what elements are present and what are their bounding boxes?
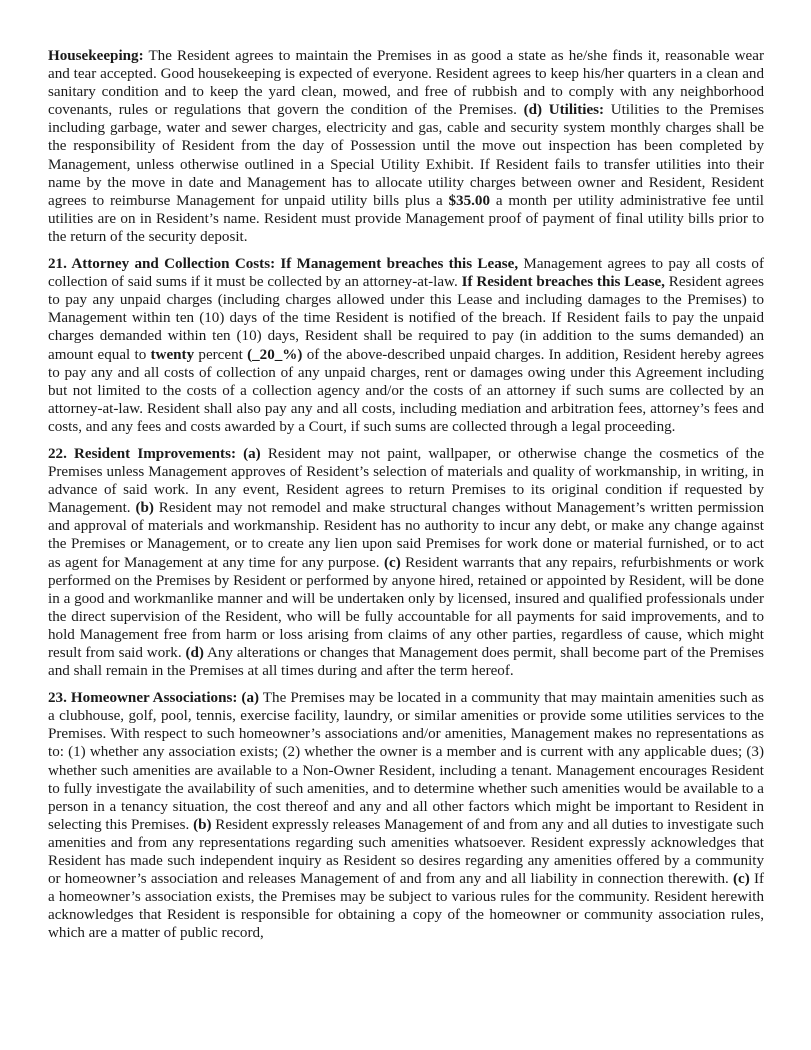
lease-document-page: [48, 47, 764, 952]
paragraph-text: The Premises may be located in a community that may maintain amenities such as a clubhouse, golf, pool, tennis, exercise facility, laundry, or similar amenities or provide some utilities services to the Premises. With respect to such homeowner’s associations and/or amenities, Management makes no representations as to: (1) whether any association exists; (2) whether the owner is a member and is current with any applicable dues; (3) whether such amenities are available to a Non-Owner Resident, including a tenant. Management encourages Resident to fully investigate the availability of such amenities, and to determine whether such amenities would be available to a person in a tenancy situation, the cost thereof and any and all other factors which might be important to Resident in selecting this Premises.: [48, 690, 764, 833]
section-22-heading: 22. Resident Improvements: (a): [48, 445, 261, 462]
subclause-b-label: (b): [193, 816, 212, 833]
percent-value: (_20_%): [247, 346, 303, 363]
paragraph-text: The Resident agrees to maintain the Premises in as good a state as he/she finds it, reasonable wear and tear accepted. Good housekeeping is expected of everyone. Resident agrees to keep his/her quarters in a clean and sanitary condition and to keep the yard clean, mowed, and free of rubbish and to comply with any neighborhood covenants, rules or regulations that govern the condition of the Premises.: [48, 48, 764, 119]
paragraph-housekeeping-utilities: [48, 47, 764, 246]
percent-words: twenty: [150, 346, 195, 363]
subclause-c-label: (c): [733, 871, 750, 888]
paragraph-text: Resident agrees to pay any unpaid charges (including charges allowed under this Lease and including damages to the Premises) to Management within ten (10) days of the time Resident is notified of the breach. If Resident fails to pay the unpaid charges demanded within ten (10) days, Resident shall be required to pay (in addition to the sums demanded) an amount equal to: [48, 274, 764, 363]
paragraph-text: percent: [194, 346, 248, 363]
subclause-c-label: (c): [383, 554, 401, 571]
section-21-attorney-collection-costs: [48, 255, 764, 436]
paragraph-text: Utilities to the Premises including garbage, water and sewer charges, electricity and gas, cable and security system monthly charges shall be the responsibility of Resident from the day of Possession until the move out inspection has been completed by Management, unless otherwise outlined in a Special Utility Exhibit. If Resident fails to transfer utilities into their name by the move in date and Management has to allocate utility charges between owner and Resident, Resident agrees to reimburse Management for unpaid utility bills plus a: [48, 102, 764, 209]
section-23-heading: 23. Homeowner Associations: (a): [48, 690, 260, 707]
paragraph-text: If a homeowner’s association exists, the Premises may be subject to various rules for the community. Resident herewith acknowledges that Resident is responsible for obtaining a copy of the homeowner or community association rules, which are a matter of public record,: [48, 871, 765, 942]
paragraph-text: Resident may not remodel and make structural changes without Management’s written permission and approval of materials and workmanship. Resident has no authority to incur any debt, or make any change against the Premises or Management, or to create any lien upon said Premises for work done or material furnished, or to act as agent for Management at any time for any purpose.: [48, 500, 764, 571]
paragraph-text: of the above-described unpaid charges. In addition, Resident hereby agrees to pay any and all costs of collection of any unpaid charges, rent or damages owing under this Agreement including but not limited to the costs of a collection agency and/or the costs of an attorney if such sums are collected by an attorney-at-law. Resident shall also pay any and all costs, including mediation and arbitration fees, attorney’s fees and costs, and any fees and costs awarded by a Court, if such sums are collected through a legal proceeding.: [48, 346, 764, 435]
paragraph-text: Resident may not paint, wallpaper, or otherwise change the cosmetics of the Premises unless Management approves of Resident’s selection of materials and quality of workmanship, in writing, in advance of said work. In any event, Resident agrees to return Premises to its original condition if requested by Management.: [48, 445, 765, 517]
subclause-b-label: (b): [135, 500, 154, 517]
paragraph-text: Any alterations or changes that Management does permit, shall become part of the Premises and shall remain in the Premises at all times during and after the term hereof.: [48, 645, 764, 680]
paragraph-text: Management agrees to pay all costs of collection of said sums if it must be collected by an attorney-at-law.: [48, 256, 764, 291]
subclause-d-label: (d): [185, 645, 204, 661]
heading-utilities: (d) Utilities:: [523, 102, 605, 119]
utility-fee-amount: $35.00: [448, 192, 491, 209]
heading-housekeeping: Housekeeping:: [48, 48, 144, 64]
section-22-resident-improvements: [48, 445, 764, 680]
paragraph-text: a month per utility administrative fee until utilities are on in Resident’s name. Resident must provide Management proof of payment of final utility bills prior to the return of the security deposit.: [48, 192, 764, 245]
paragraph-text: Resident warrants that any repairs, refurbishments or work performed on the Premises by Resident or performed by anyone hired, retained or appointed by Resident, will be done in a good and workmanlike manner and will be undertaken only by licensed, insured and qualified professionals under the direct supervision of the Resident, who will be fully accountable for all payments for said improvements, and to hold Management free from harm or loss arising from claims of any other parties, regardless of cause, which might result from said work.: [48, 554, 764, 661]
section-21-heading: 21. Attorney and Collection Costs: If Management breaches this Lease,: [48, 256, 519, 273]
section-23-homeowner-associations: [48, 689, 764, 942]
paragraph-text: Resident expressly releases Management of and from any and all duties to investigate such amenities and from any representations regarding such amenities whatsoever. Resident expressly acknowledges that Resident has made such independent inquiry as Resident so desires regarding any amenities offered by a community or homeowner’s association and releases Management of and from any and all liability in connection therewith.: [48, 816, 764, 888]
resident-breach-clause: If Resident breaches this Lease,: [461, 274, 665, 291]
